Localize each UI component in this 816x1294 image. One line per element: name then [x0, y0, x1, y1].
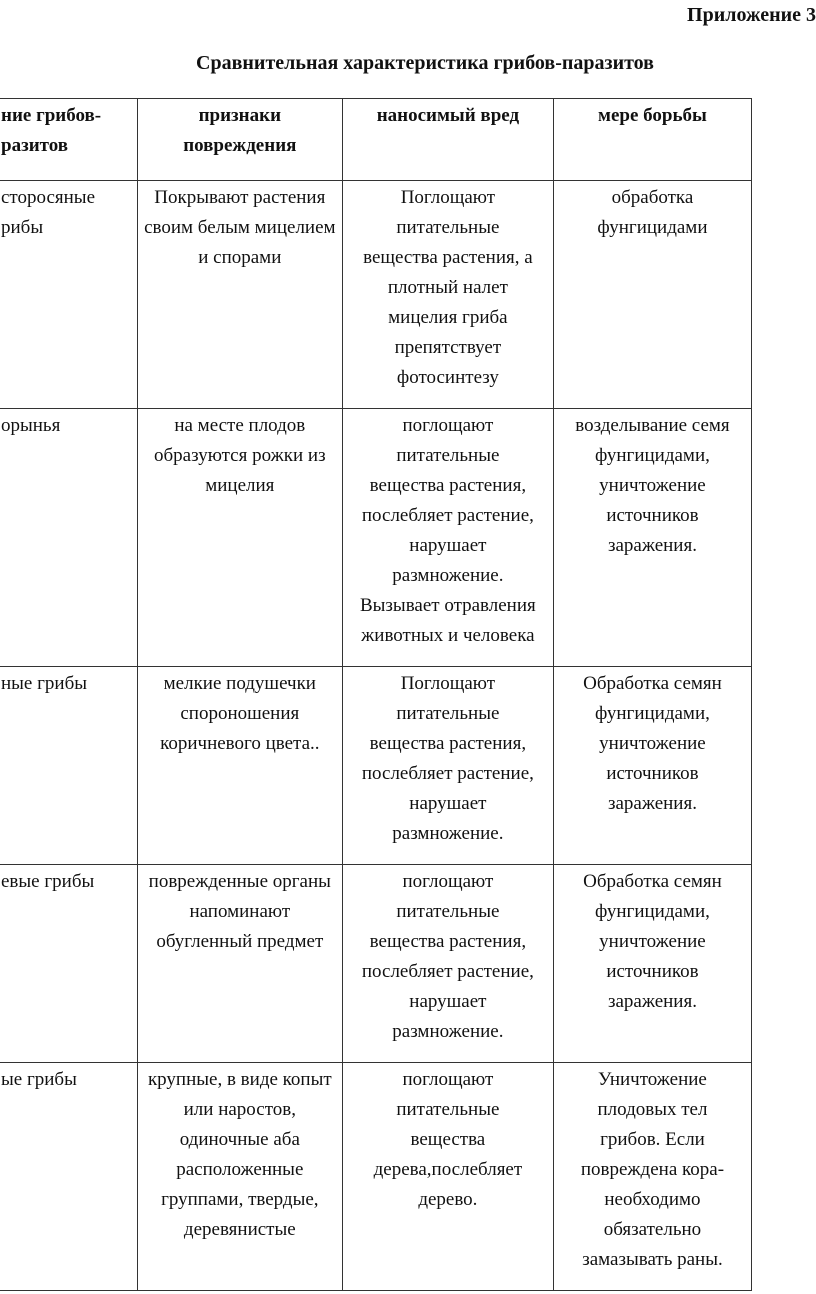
- cell-control-measures: Уничтожение плодовых тел грибов. Если повреждена кора- необходимо обязательно замазывать раны.: [553, 1063, 751, 1291]
- cell-harm: Поглощают питательные вещества растения, послебляет растение, нарушает размножение.: [342, 667, 553, 865]
- cell-damage-signs: крупные, в виде копыт или наростов, одиночные аба расположенные группами, твердые, деревянистые: [137, 1063, 342, 1291]
- table-header-row: [0, 99, 752, 181]
- cell-fungi-name: орынья: [0, 409, 137, 667]
- table-row: [0, 409, 752, 667]
- table-row: [0, 1063, 752, 1291]
- appendix-label: Приложение 3: [687, 4, 816, 26]
- document-title: Сравнительная характеристика грибов-паразитов: [196, 52, 654, 74]
- cell-damage-signs: поврежденные органы напоминают обугленный предмет: [137, 865, 342, 1063]
- cell-damage-signs: на месте плодов образуются рожки из мицелия: [137, 409, 342, 667]
- cell-fungi-name: евые грибы: [0, 865, 137, 1063]
- header-damage-signs: признаки повреждения: [137, 99, 342, 181]
- cell-damage-signs: мелкие подушечки спороношения коричневого цвета..: [137, 667, 342, 865]
- cell-control-measures: обработка фунгицидами: [553, 181, 751, 409]
- header-control-measures: мере борьбы: [553, 99, 751, 181]
- table-row: [0, 865, 752, 1063]
- parasitic-fungi-table: [0, 98, 752, 1291]
- cell-damage-signs: Покрывают растения своим белым мицелием и спорами: [137, 181, 342, 409]
- table-row: [0, 181, 752, 409]
- cell-harm: Поглощают питательные вещества растения, а плотный налет мицелия гриба препятствует фотосинтезу: [342, 181, 553, 409]
- cell-fungi-name: ные грибы: [0, 667, 137, 865]
- header-fungi-name: ние грибов- разитов: [0, 99, 137, 181]
- cell-control-measures: возделывание семя фунгицидами, уничтожение источников заражения.: [553, 409, 751, 667]
- table-row: [0, 667, 752, 865]
- cell-harm: поглощают питательные вещества растения, послебляет растение, нарушает размножение. Вызывает отравления животных и человека: [342, 409, 553, 667]
- cell-fungi-name: сторосяные рибы: [0, 181, 137, 409]
- cell-harm: поглощают питательные вещества дерева,послебляет дерево.: [342, 1063, 553, 1291]
- header-harm: наносимый вред: [342, 99, 553, 181]
- cell-harm: поглощают питательные вещества растения, послебляет растение, нарушает размножение.: [342, 865, 553, 1063]
- cell-fungi-name: ые грибы: [0, 1063, 137, 1291]
- cell-control-measures: Обработка семян фунгицидами, уничтожение источников заражения.: [553, 865, 751, 1063]
- cell-control-measures: Обработка семян фунгицидами, уничтожение источников заражения.: [553, 667, 751, 865]
